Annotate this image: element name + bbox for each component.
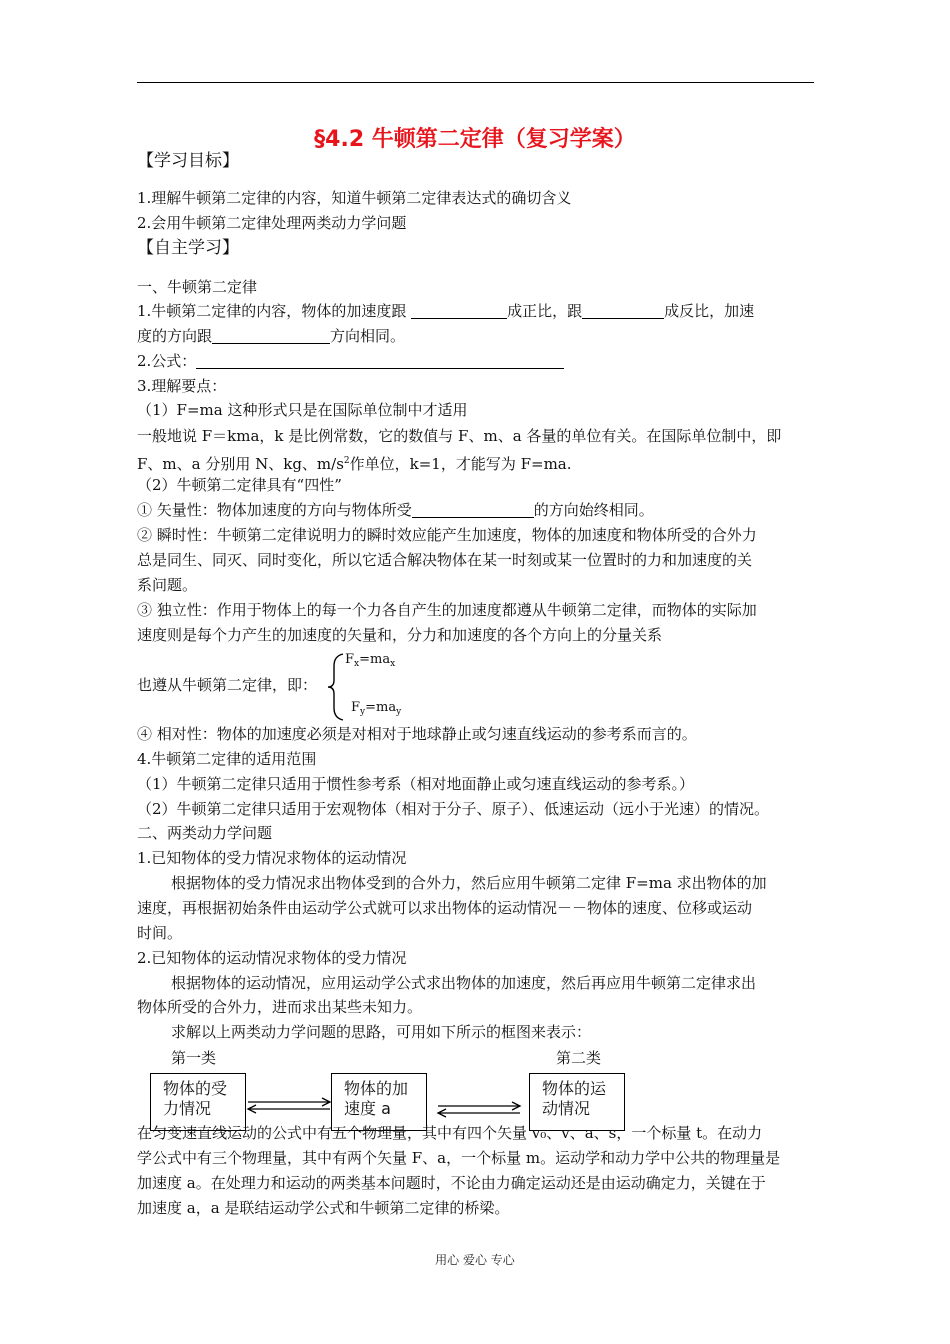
instant-property-3: 系问题。 <box>137 576 198 594</box>
fx-a-sub: x <box>390 659 396 669</box>
vector-text-b: 的方向始终相同。 <box>533 501 654 519</box>
fy-f: F <box>351 700 361 715</box>
part1-heading: 一、牛顿第二定律 <box>137 278 258 296</box>
instant-property-2: 总是同生、同灭、同时变化，所以它适合解决物体在某一时刻或某一位置时的力和加速度的关 <box>137 551 753 569</box>
type1-body-2: 速度，再根据初始条件由运动学公式就可以求出物体的运动情况－－物体的速度、位移或运动 <box>137 899 753 917</box>
box2-line2: 速度 a <box>344 1099 391 1118</box>
independence-property-1: ③ 独立性：作用于物体上的每一个力各自产生的加速度都遵从牛顿第二定律，而物体的实际加 <box>137 601 757 619</box>
header-rule <box>137 82 814 83</box>
relativity-property: ④ 相对性：物体的加速度必须是对相对于地球静止或匀速直线运动的参考系而言的。 <box>137 725 697 743</box>
summary-line-1: 在匀变速直线运动的公式中有五个物理量，其中有四个矢量 v₀、v、a、s，一个标量 t。在动力 <box>137 1124 763 1142</box>
summary-line-2: 学公式中有三个物理量，其中有两个矢量 F、a，一个标量 m。运动学和动力学中公共的物理量是 <box>137 1149 781 1167</box>
independence-property-3: 也遵从牛顿第二定律，即： <box>137 676 318 694</box>
superscript-2: 2 <box>343 456 350 466</box>
type2-body-2: 物体所受的合外力，进而求出某些未知力。 <box>137 998 423 1016</box>
key-points-heading: 3.理解要点： <box>137 377 227 395</box>
component-equation-x <box>345 652 395 669</box>
component-equation-y <box>351 700 401 717</box>
page-title: §4.2 牛顿第二定律（复习学案） <box>314 127 636 152</box>
box1-line2: 力情况 <box>163 1099 212 1118</box>
scope-1: （1）牛顿第二定律只适用于惯性参考系（相对地面静止或匀速直线运动的参考系。） <box>137 775 695 793</box>
part2-heading: 二、两类动力学问题 <box>137 824 273 842</box>
type2-heading: 2.已知物体的运动情况求物体的受力情况 <box>137 949 407 967</box>
law-content-text-a: 1.牛顿第二定律的内容，物体的加速度跟 <box>137 302 407 320</box>
summary-line-3: 加速度 a。在处理力和运动的两类基本问题时，不论由力确定运动还是由运动确定力，关键在于 <box>137 1174 766 1192</box>
type1-body-1: 根据物体的受力情况求出物体受到的合外力，然后应用牛顿第二定律 F=ma 求出物体的加 <box>171 874 767 892</box>
law-content-line2 <box>137 326 405 346</box>
curly-brace-icon <box>326 652 346 722</box>
box3-line1: 物体的运 <box>542 1079 607 1098</box>
box2-line1: 物体的加 <box>344 1079 409 1098</box>
law-content-text-d: 度的方向跟 <box>137 327 213 345</box>
blank-mass[interactable] <box>582 302 664 319</box>
blank-formula[interactable] <box>196 352 564 369</box>
goal-1: 1.理解牛顿第二定律的内容，知道牛顿第二定律表达式的确切含义 <box>137 189 572 207</box>
type1-body-3: 时间。 <box>137 924 183 942</box>
fx-ma: =ma <box>359 652 391 667</box>
independence-property-2: 速度则是每个力产生的加速度的矢量和，分力和加速度的各个方向上的分量关系 <box>137 626 663 644</box>
scope-2: （2）牛顿第二定律只适用于宏观物体（相对于分子、原子）、低速运动（远小于光速）的情况。 <box>137 800 770 818</box>
double-arrow-icon-1 <box>246 1096 332 1116</box>
law-content-text-b: 成正比，跟 <box>507 302 583 320</box>
point-1: （1）F=ma 这种形式只是在国际单位制中才适用 <box>137 401 468 419</box>
law-content-text-c: 成反比，加速 <box>664 302 755 320</box>
blank-net-force[interactable] <box>412 501 534 518</box>
self-study-heading: 【自主学习】 <box>137 238 239 258</box>
fy-a-sub: y <box>396 707 402 717</box>
formula-label: 2.公式： <box>137 352 197 370</box>
fx-sub: x <box>354 659 360 669</box>
units-text: F、m、a 分别用 N、kg、m/s <box>137 455 344 473</box>
summary-line-4: 加速度 a，a 是联结运动学公式和牛顿第二定律的桥梁。 <box>137 1199 510 1217</box>
goals-heading: 【学习目标】 <box>137 151 239 171</box>
box1-line1: 物体的受 <box>163 1079 228 1098</box>
formula-line <box>137 351 564 371</box>
type1-heading: 1.已知物体的受力情况求物体的运动情况 <box>137 849 407 867</box>
point-1-body-2 <box>137 451 572 474</box>
label-first-type: 第一类 <box>171 1049 217 1067</box>
diagram-intro: 求解以上两类动力学问题的思路，可用如下所示的框图来表示： <box>171 1023 592 1041</box>
goal-2: 2.会用牛顿第二定律处理两类动力学问题 <box>137 214 407 232</box>
page-footer: 用心 爱心 专心 <box>435 1253 515 1267</box>
blank-force[interactable] <box>411 302 507 319</box>
vector-text-a: ① 矢量性：物体加速度的方向与物体所受 <box>137 501 412 519</box>
label-second-type: 第二类 <box>556 1049 602 1067</box>
box3-line2: 动情况 <box>542 1099 591 1118</box>
fx-f: F <box>345 652 355 667</box>
type2-body-1: 根据物体的运动情况，应用运动学公式求出物体的加速度，然后再应用牛顿第二定律求出 <box>171 974 757 992</box>
point-2: （2）牛顿第二定律具有“四性” <box>137 476 342 494</box>
fy-sub: y <box>360 707 366 717</box>
vector-property <box>137 500 654 520</box>
law-content-line1 <box>137 301 754 321</box>
point-1-body-1: 一般地说 F＝kma，k 是比例常数，它的数值与 F、m、a 各量的单位有关。在国际单位制中，即 <box>137 427 782 445</box>
fy-ma: =ma <box>365 700 397 715</box>
blank-direction[interactable] <box>212 327 330 344</box>
law-content-text-e: 方向相同。 <box>330 327 406 345</box>
units-text-end: 作单位，k=1，才能写为 F=ma. <box>349 455 572 473</box>
double-arrow-icon-2 <box>436 1100 522 1120</box>
instant-property-1: ② 瞬时性：牛顿第二定律说明力的瞬时效应能产生加速度，物体的加速度和物体所受的合外力 <box>137 526 757 544</box>
scope-heading: 4.牛顿第二定律的适用范围 <box>137 750 317 768</box>
